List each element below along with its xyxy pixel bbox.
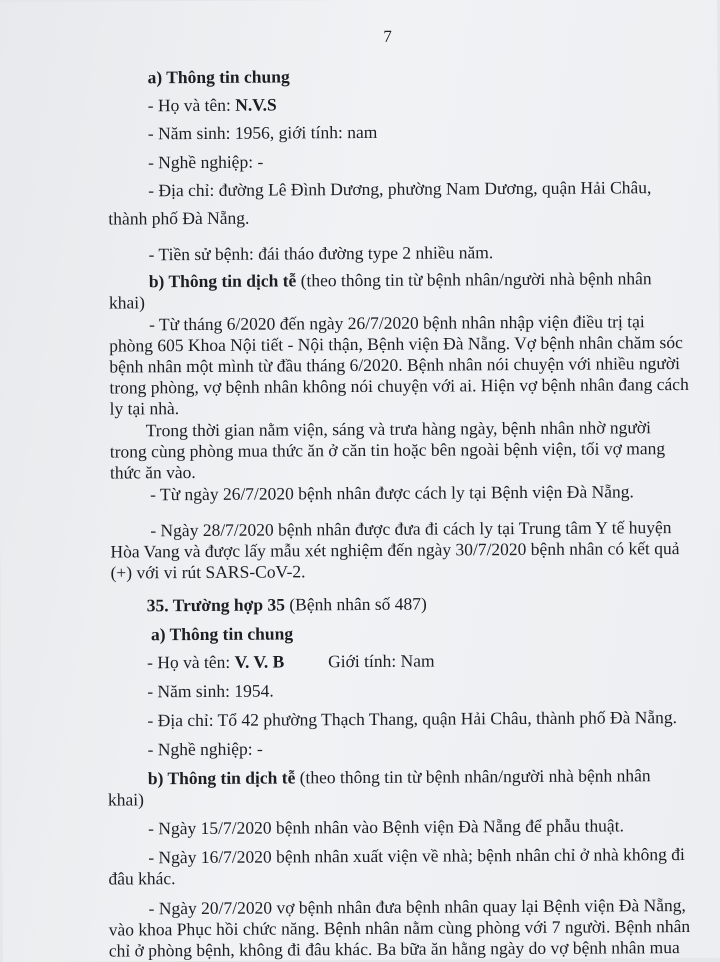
name-line [147,651,284,672]
paragraph-line: ly tại nhà. [109,398,180,419]
paragraph-line: - Ngày 15/7/2020 bệnh nhân vào Bệnh viện Đà Nẵng để phẫu thuật. [148,815,624,839]
paragraph-line: - Từ ngày 26/7/2020 bệnh nhân được cách ly tại Bệnh viện Đà Nẵng. [150,481,634,505]
section-a-heading: a) Thông tin chung [150,623,294,645]
job-line: - Nghề nghiệp: - [147,738,263,760]
case-35-title-line [147,594,427,616]
birth-line: - Năm sinh: 1956, giới tính: nam [147,121,378,144]
paragraph-line: trong phòng, vợ bệnh nhân không nói chuyện với ai. Hiện vợ bệnh nhân đang cách [109,373,689,398]
name-line [148,95,277,116]
job-line: - Nghề nghiệp: - [147,151,264,173]
paragraph-line: phòng 605 Khoa Nội tiết - Nội thận, Bệnh viện Đà Nẵng. Vợ bệnh nhân chăm sóc [109,332,683,356]
paragraph-line: - Ngày 16/7/2020 bệnh nhân xuất viện về nhà; bệnh nhân chỉ ở nhà không đi [148,844,685,868]
paragraph-line: thức ăn vào. [109,462,196,483]
paragraph-line: - Từ tháng 6/2020 đến ngày 26/7/2020 bệnh nhân nhập viện điều trị tại [148,311,645,335]
paragraph-line: Trong thời gian nằm viện, sáng và trưa hàng ngày, bệnh nhân nhờ người [145,417,651,441]
page-number: 7 [383,26,392,46]
section-a-heading: a) Thông tin chung [147,66,290,88]
name-value: V. V. B [234,651,285,672]
section-b-line [148,765,651,788]
paragraph-line: bệnh nhân một mình từ đầu tháng 6/2020. Bệnh nhân nói chuyện với nhiều người [109,353,681,377]
gender-field: Giới tính: Nam [328,650,435,672]
paragraph-line: (+) với vi rút SARS-CoV-2. [110,561,306,583]
address-line: - Địa chỉ: đường Lê Đình Dương, phường Nam Dương, quận Hải Châu, [148,177,652,201]
paragraph-line: Hòa Vang và được lấy mẫu xét nghiệm đến ngày 30/7/2020 bệnh nhân có kết quả [110,538,680,562]
name-label: - Họ và tên: [147,94,236,116]
section-b-note-cont: khai) [107,789,144,810]
history-line: - Tiền sử bệnh: đái tháo đường type 2 nhiều năm. [148,242,494,265]
section-b-note: (theo thông tin từ bệnh nhân/người nhà bệnh nhân [296,268,652,291]
case-35-title: 35. Trường hợp 35 [146,594,285,616]
section-b-note-cont: khai) [108,292,145,313]
birth-line: - Năm sinh: 1954. [147,680,274,702]
paragraph-line: vào khoa Phục hồi chức năng. Bệnh nhân nằm cùng phòng với 7 người. Bệnh nhân [108,915,691,940]
paragraph-line: - Ngày 28/7/2020 bệnh nhân được đưa đi cách ly tại Trung tâm Y tế huyện [150,517,672,541]
name-label: - Họ và tên: [147,651,235,673]
paragraph-line: trong cùng phòng mua thức ăn ở căn tin hoặc bên ngoài bệnh viện, tối vợ mang [109,438,666,462]
paragraph-line: - Ngày 20/7/2020 vợ bệnh nhân đưa bệnh nhân quay lại Bệnh viện Đà Nẵng, [148,895,686,919]
case-35-title-note: (Bệnh nhân số 487) [284,593,427,615]
paragraph-line: chỉ ở phòng bệnh, không đi đâu khác. Ba bữa ăn hằng ngày do vợ bệnh nhân mua [108,937,680,961]
section-b-heading: b) Thông tin dịch tễ [148,270,297,292]
name-value: N.V.S [235,94,277,115]
section-b-line [149,268,652,291]
address-line: - Địa chỉ: Tổ 42 phường Thạch Thang, quận Hải Châu, thành phố Đà Nẵng. [147,707,678,731]
paragraph-line: đâu khác. [108,868,176,889]
address-line-cont: thành phố Đà Nẵng. [108,207,250,229]
section-b-note: (theo thông tin từ bệnh nhân/người nhà bệnh nhân [295,765,651,788]
section-b-heading: b) Thông tin dịch tễ [147,767,296,789]
